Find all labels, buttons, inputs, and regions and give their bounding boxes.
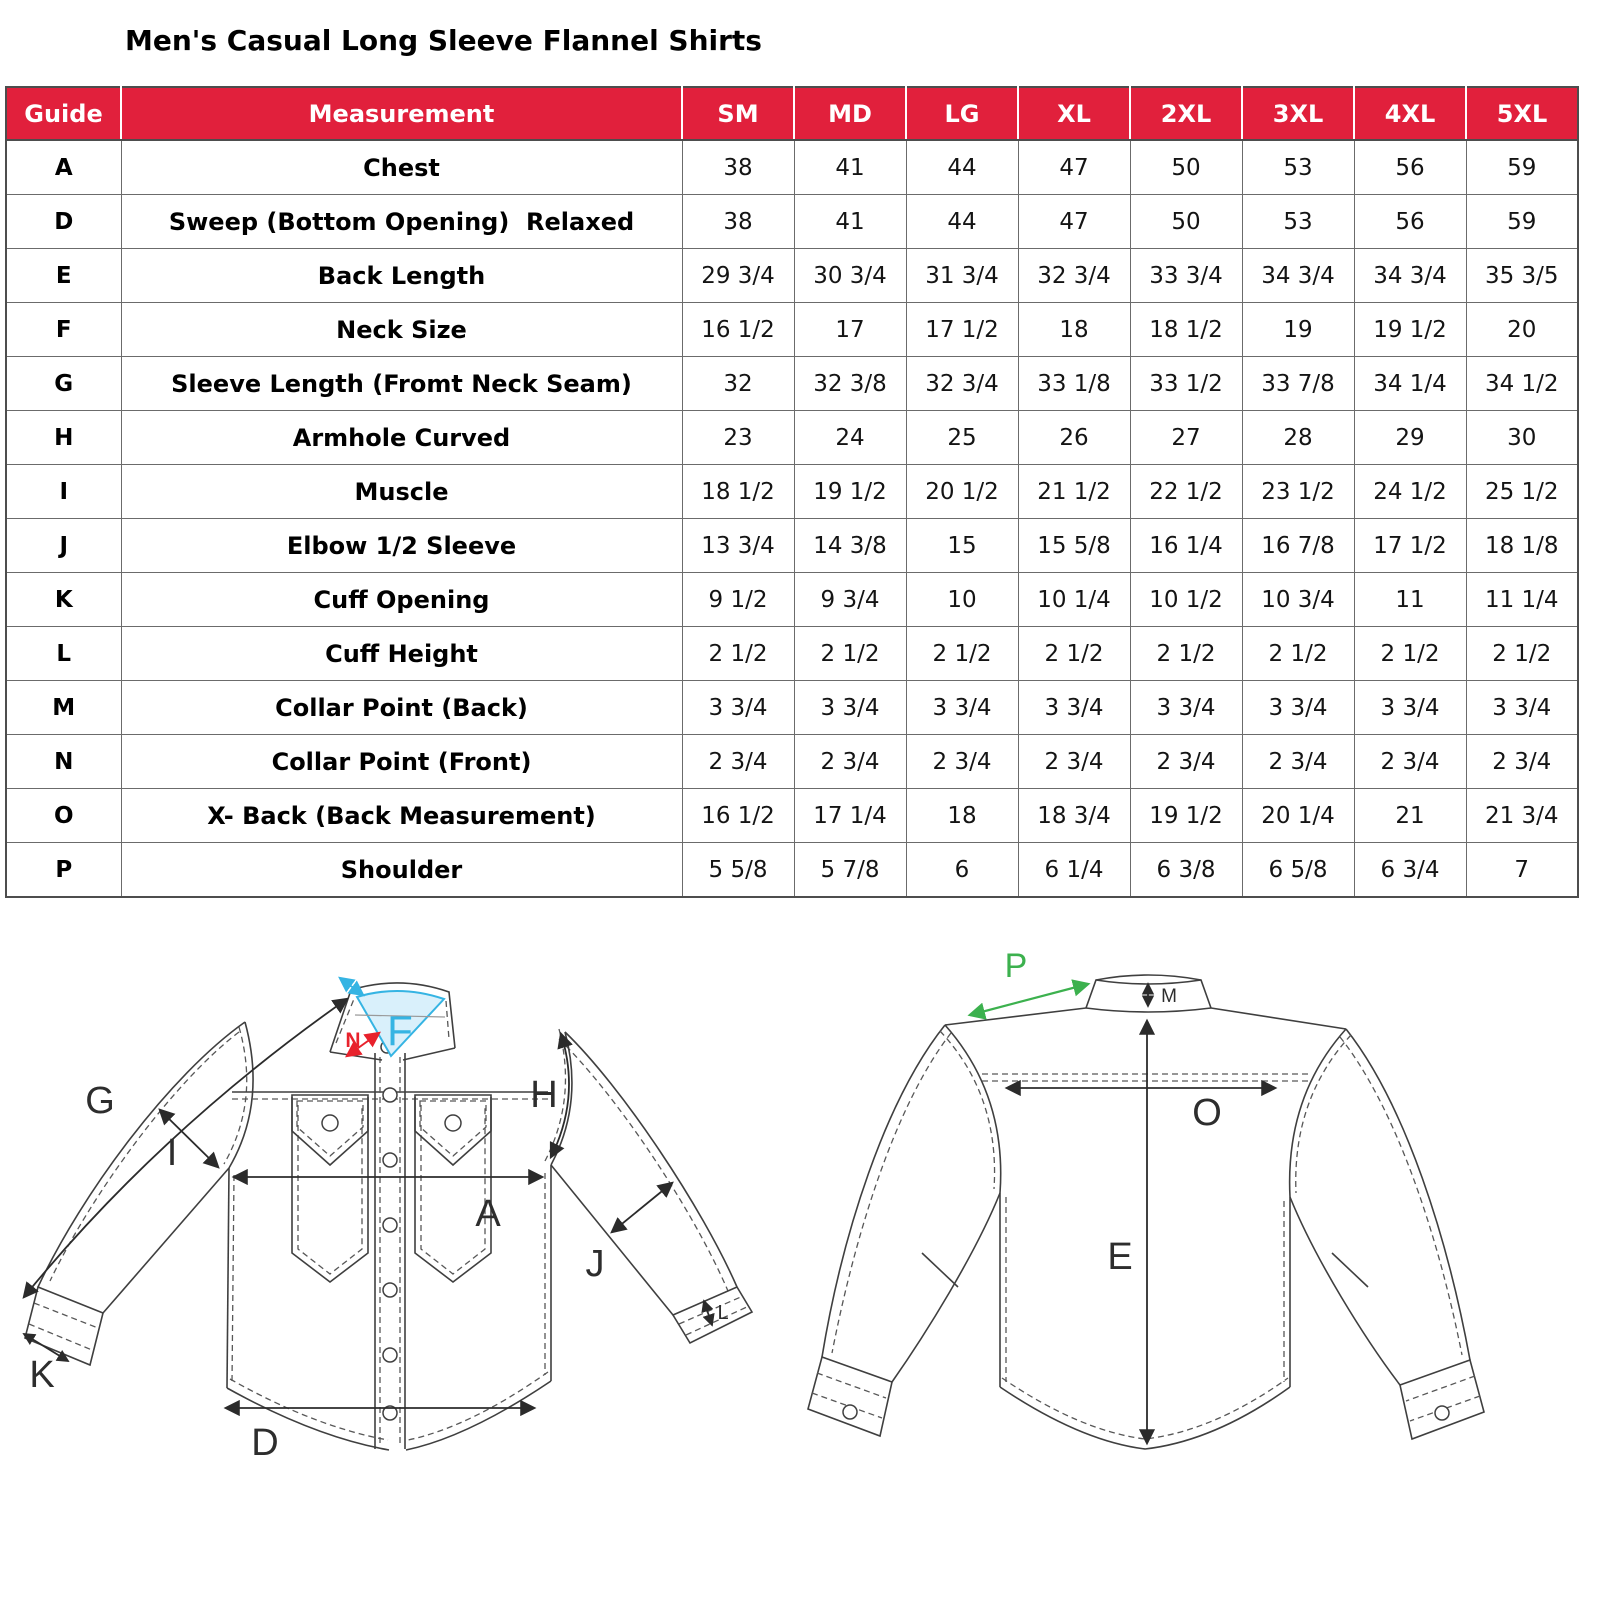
value-cell: 33 7/8 xyxy=(1242,357,1354,411)
value-cell: 16 1/4 xyxy=(1130,519,1242,573)
value-cell: 59 xyxy=(1466,195,1578,249)
value-cell: 15 5/8 xyxy=(1018,519,1130,573)
value-cell: 20 1/2 xyxy=(906,465,1018,519)
guide-cell: M xyxy=(6,681,121,735)
value-cell: 27 xyxy=(1130,411,1242,465)
measurement-cell: Shoulder xyxy=(121,843,682,898)
value-cell: 32 3/4 xyxy=(906,357,1018,411)
measurement-cell: Cuff Opening xyxy=(121,573,682,627)
value-cell: 22 1/2 xyxy=(1130,465,1242,519)
value-cell: 32 xyxy=(682,357,794,411)
value-cell: 2 1/2 xyxy=(682,627,794,681)
measurement-cell: Back Length xyxy=(121,249,682,303)
value-cell: 31 3/4 xyxy=(906,249,1018,303)
value-cell: 2 1/2 xyxy=(906,627,1018,681)
table-row xyxy=(6,573,1578,627)
label-O-x-back: O xyxy=(1192,1092,1222,1134)
value-cell: 6 1/4 xyxy=(1018,843,1130,898)
measurement-cell: Armhole Curved xyxy=(121,411,682,465)
value-cell: 30 3/4 xyxy=(794,249,906,303)
value-cell: 18 1/2 xyxy=(682,465,794,519)
label-D-sweep: D xyxy=(251,1422,279,1464)
value-cell: 47 xyxy=(1018,195,1130,249)
value-cell: 19 1/2 xyxy=(794,465,906,519)
label-G-sleeve-length: G xyxy=(85,1080,115,1122)
value-cell: 34 1/2 xyxy=(1466,357,1578,411)
value-cell: 34 3/4 xyxy=(1354,249,1466,303)
table-row xyxy=(6,249,1578,303)
label-P-shoulder: P xyxy=(1004,947,1028,985)
value-cell: 35 3/5 xyxy=(1466,249,1578,303)
value-cell: 6 3/8 xyxy=(1130,843,1242,898)
guide-column-header: Guide xyxy=(6,87,121,140)
measurement-column-header: Measurement xyxy=(121,87,682,140)
measurement-cell: Collar Point (Front) xyxy=(121,735,682,789)
value-cell: 2 3/4 xyxy=(1466,735,1578,789)
value-cell: 3 3/4 xyxy=(1242,681,1354,735)
value-cell: 15 xyxy=(906,519,1018,573)
value-cell: 33 1/2 xyxy=(1130,357,1242,411)
label-K-cuff-opening: K xyxy=(29,1354,55,1396)
size-column-header-MD: MD xyxy=(794,87,906,140)
value-cell: 11 xyxy=(1354,573,1466,627)
size-column-header-3XL: 3XL xyxy=(1242,87,1354,140)
value-cell: 34 3/4 xyxy=(1242,249,1354,303)
value-cell: 29 3/4 xyxy=(682,249,794,303)
label-F-neck-size: F xyxy=(387,1007,413,1054)
value-cell: 10 1/4 xyxy=(1018,573,1130,627)
value-cell: 2 3/4 xyxy=(682,735,794,789)
guide-cell: H xyxy=(6,411,121,465)
value-cell: 6 5/8 xyxy=(1242,843,1354,898)
value-cell: 2 1/2 xyxy=(1018,627,1130,681)
value-cell: 3 3/4 xyxy=(794,681,906,735)
label-M-collar-point-back: M xyxy=(1161,986,1177,1007)
value-cell: 44 xyxy=(906,195,1018,249)
table-row xyxy=(6,735,1578,789)
size-column-header-4XL: 4XL xyxy=(1354,87,1466,140)
value-cell: 17 1/2 xyxy=(906,303,1018,357)
table-row xyxy=(6,357,1578,411)
value-cell: 2 3/4 xyxy=(794,735,906,789)
value-cell: 18 3/4 xyxy=(1018,789,1130,843)
table-row xyxy=(6,195,1578,249)
back-shirt-lineart xyxy=(808,975,1484,1449)
value-cell: 21 3/4 xyxy=(1466,789,1578,843)
value-cell: 10 1/2 xyxy=(1130,573,1242,627)
value-cell: 17 1/2 xyxy=(1354,519,1466,573)
table-row xyxy=(6,303,1578,357)
value-cell: 19 1/2 xyxy=(1354,303,1466,357)
arrow-L-cuff-height xyxy=(704,1301,712,1325)
value-cell: 3 3/4 xyxy=(1354,681,1466,735)
value-cell: 20 1/4 xyxy=(1242,789,1354,843)
value-cell: 7 xyxy=(1466,843,1578,898)
label-E-back-length: E xyxy=(1107,1236,1133,1278)
table-row xyxy=(6,681,1578,735)
value-cell: 9 1/2 xyxy=(682,573,794,627)
value-cell: 47 xyxy=(1018,140,1130,195)
value-cell: 18 xyxy=(1018,303,1130,357)
label-N-collar-point-front: N xyxy=(345,1029,361,1052)
guide-cell: G xyxy=(6,357,121,411)
value-cell: 2 3/4 xyxy=(906,735,1018,789)
value-cell: 41 xyxy=(794,195,906,249)
value-cell: 17 1/4 xyxy=(794,789,906,843)
size-column-header-5XL: 5XL xyxy=(1466,87,1578,140)
value-cell: 14 3/8 xyxy=(794,519,906,573)
value-cell: 10 3/4 xyxy=(1242,573,1354,627)
value-cell: 25 1/2 xyxy=(1466,465,1578,519)
value-cell: 50 xyxy=(1130,140,1242,195)
value-cell: 24 xyxy=(794,411,906,465)
value-cell: 5 7/8 xyxy=(794,843,906,898)
table-row xyxy=(6,843,1578,898)
value-cell: 3 3/4 xyxy=(906,681,1018,735)
guide-cell: L xyxy=(6,627,121,681)
measurement-cell: Sweep (Bottom Opening) Relaxed xyxy=(121,195,682,249)
value-cell: 56 xyxy=(1354,140,1466,195)
table-row xyxy=(6,465,1578,519)
value-cell: 16 7/8 xyxy=(1242,519,1354,573)
value-cell: 2 1/2 xyxy=(794,627,906,681)
value-cell: 23 xyxy=(682,411,794,465)
guide-cell: I xyxy=(6,465,121,519)
guide-cell: O xyxy=(6,789,121,843)
label-H-armhole: H xyxy=(530,1074,558,1116)
value-cell: 3 3/4 xyxy=(682,681,794,735)
size-column-header-SM: SM xyxy=(682,87,794,140)
arrow-J-elbow xyxy=(612,1183,672,1232)
arrow-F-neck xyxy=(340,978,363,995)
value-cell: 38 xyxy=(682,140,794,195)
value-cell: 56 xyxy=(1354,195,1466,249)
value-cell: 2 3/4 xyxy=(1242,735,1354,789)
size-column-header-XL: XL xyxy=(1018,87,1130,140)
value-cell: 2 1/2 xyxy=(1242,627,1354,681)
guide-cell: N xyxy=(6,735,121,789)
value-cell: 16 1/2 xyxy=(682,303,794,357)
value-cell: 16 1/2 xyxy=(682,789,794,843)
value-cell: 33 3/4 xyxy=(1130,249,1242,303)
value-cell: 21 1/2 xyxy=(1018,465,1130,519)
table-row xyxy=(6,627,1578,681)
value-cell: 29 xyxy=(1354,411,1466,465)
guide-cell: K xyxy=(6,573,121,627)
label-J-elbow: J xyxy=(585,1243,605,1285)
value-cell: 5 5/8 xyxy=(682,843,794,898)
value-cell: 33 1/8 xyxy=(1018,357,1130,411)
value-cell: 6 xyxy=(906,843,1018,898)
value-cell: 53 xyxy=(1242,195,1354,249)
value-cell: 9 3/4 xyxy=(794,573,906,627)
value-cell: 41 xyxy=(794,140,906,195)
value-cell: 3 3/4 xyxy=(1018,681,1130,735)
value-cell: 3 3/4 xyxy=(1130,681,1242,735)
table-row xyxy=(6,411,1578,465)
value-cell: 34 1/4 xyxy=(1354,357,1466,411)
value-cell: 18 1/2 xyxy=(1130,303,1242,357)
guide-cell: J xyxy=(6,519,121,573)
size-chart-table xyxy=(5,86,1579,898)
table-header-row xyxy=(6,87,1578,140)
value-cell: 28 xyxy=(1242,411,1354,465)
guide-cell: E xyxy=(6,249,121,303)
value-cell: 2 3/4 xyxy=(1130,735,1242,789)
value-cell: 2 1/2 xyxy=(1130,627,1242,681)
measurement-cell: Elbow 1/2 Sleeve xyxy=(121,519,682,573)
value-cell: 6 3/4 xyxy=(1354,843,1466,898)
value-cell: 2 3/4 xyxy=(1354,735,1466,789)
measurement-cell: Cuff Height xyxy=(121,627,682,681)
value-cell: 18 xyxy=(906,789,1018,843)
value-cell: 32 3/4 xyxy=(1018,249,1130,303)
value-cell: 38 xyxy=(682,195,794,249)
value-cell: 19 xyxy=(1242,303,1354,357)
measurement-cell: X- Back (Back Measurement) xyxy=(121,789,682,843)
table-row xyxy=(6,519,1578,573)
guide-cell: D xyxy=(6,195,121,249)
table-row xyxy=(6,140,1578,195)
front-shirt-diagram xyxy=(20,935,760,1495)
guide-cell: F xyxy=(6,303,121,357)
value-cell: 11 1/4 xyxy=(1466,573,1578,627)
measurement-cell: Neck Size xyxy=(121,303,682,357)
value-cell: 21 xyxy=(1354,789,1466,843)
value-cell: 2 1/2 xyxy=(1354,627,1466,681)
size-chart xyxy=(5,86,1579,898)
value-cell: 3 3/4 xyxy=(1466,681,1578,735)
value-cell: 18 1/8 xyxy=(1466,519,1578,573)
value-cell: 44 xyxy=(906,140,1018,195)
value-cell: 10 xyxy=(906,573,1018,627)
value-cell: 19 1/2 xyxy=(1130,789,1242,843)
value-cell: 17 xyxy=(794,303,906,357)
value-cell: 25 xyxy=(906,411,1018,465)
size-column-header-LG: LG xyxy=(906,87,1018,140)
value-cell: 24 1/2 xyxy=(1354,465,1466,519)
table-row xyxy=(6,789,1578,843)
value-cell: 20 xyxy=(1466,303,1578,357)
value-cell: 53 xyxy=(1242,140,1354,195)
value-cell: 2 1/2 xyxy=(1466,627,1578,681)
measurement-cell: Muscle xyxy=(121,465,682,519)
value-cell: 13 3/4 xyxy=(682,519,794,573)
label-L-cuff-height: L xyxy=(717,1302,729,1324)
value-cell: 32 3/8 xyxy=(794,357,906,411)
size-column-header-2XL: 2XL xyxy=(1130,87,1242,140)
guide-cell: A xyxy=(6,140,121,195)
value-cell: 2 3/4 xyxy=(1018,735,1130,789)
value-cell: 23 1/2 xyxy=(1242,465,1354,519)
back-shirt-diagram xyxy=(770,935,1530,1495)
value-cell: 26 xyxy=(1018,411,1130,465)
measurement-cell: Sleeve Length (Fromt Neck Seam) xyxy=(121,357,682,411)
page-title: Men's Casual Long Sleeve Flannel Shirts xyxy=(125,24,762,57)
measurement-cell: Collar Point (Back) xyxy=(121,681,682,735)
label-A-chest: A xyxy=(475,1193,501,1235)
measurement-cell: Chest xyxy=(121,140,682,195)
label-I-muscle: I xyxy=(166,1132,178,1174)
value-cell: 50 xyxy=(1130,195,1242,249)
value-cell: 30 xyxy=(1466,411,1578,465)
guide-cell: P xyxy=(6,843,121,898)
back-measure-arrows xyxy=(970,984,1275,1443)
value-cell: 59 xyxy=(1466,140,1578,195)
